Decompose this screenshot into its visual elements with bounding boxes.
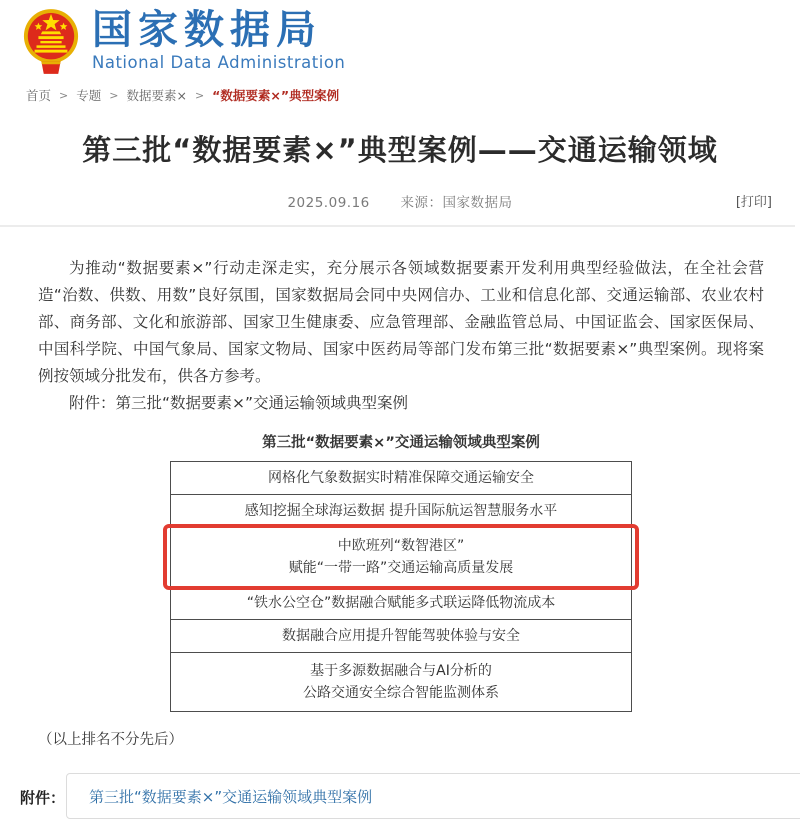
case-name: 赋能“一带一路”交通运输高质量发展 bbox=[288, 560, 514, 576]
case-name: “铁水公空仓”数据融合赋能多式联运降低物流成本 bbox=[246, 595, 556, 611]
case-name: 公路交通安全综合智能监测体系 bbox=[303, 685, 499, 701]
breadcrumb-data-elements[interactable]: 数据要素× bbox=[126, 88, 187, 103]
attachment-download-link[interactable]: 第三批“数据要素×”交通运输领域典型案例 bbox=[89, 787, 373, 806]
publish-date: 2025.09.16 bbox=[287, 195, 370, 211]
national-emblem-logo bbox=[22, 6, 80, 76]
case-name: 网格化气象数据实时精准保障交通运输安全 bbox=[268, 470, 534, 486]
table-row bbox=[171, 653, 631, 711]
page-title: 第三批“数据要素×”典型案例——交通运输领域 bbox=[82, 133, 718, 167]
print-button[interactable]: [打印] bbox=[735, 195, 772, 210]
breadcrumb bbox=[26, 86, 800, 104]
article-meta bbox=[0, 191, 800, 209]
breadcrumb-separator: > bbox=[59, 88, 69, 102]
article-body bbox=[0, 227, 800, 712]
site-brand bbox=[92, 6, 345, 72]
table-row bbox=[171, 587, 631, 620]
article-meta-center bbox=[0, 191, 800, 211]
case-name: 基于多源数据融合与AI分析的 bbox=[310, 663, 492, 679]
site-header bbox=[0, 0, 800, 76]
case-table bbox=[170, 461, 632, 712]
attachment-label: 附件： bbox=[20, 789, 66, 807]
case-name: 感知挖掘全球海运数据 提升国际航运智慧服务水平 bbox=[244, 503, 558, 519]
breadcrumb-home[interactable]: 首页 bbox=[26, 88, 52, 103]
breadcrumb-separator: > bbox=[109, 88, 119, 102]
site-title-en: National Data Administration bbox=[92, 53, 346, 72]
attachment-mention-line: 附件：第三批“数据要素×”交通运输领域典型案例 bbox=[69, 394, 409, 412]
breadcrumb-separator: > bbox=[194, 88, 205, 102]
ranking-note: （以上排名不分先后） bbox=[38, 732, 183, 748]
breadcrumb-topics[interactable]: 专题 bbox=[76, 88, 102, 103]
article-source: 来源：国家数据局 bbox=[400, 195, 513, 211]
table-row bbox=[171, 462, 631, 495]
attachment-section bbox=[0, 773, 800, 821]
table-row bbox=[171, 495, 631, 528]
case-name: 中欧班列“数智港区” bbox=[337, 538, 465, 554]
breadcrumb-current-page[interactable]: “数据要素×”典型案例 bbox=[212, 88, 340, 103]
table-row-highlighted bbox=[171, 528, 631, 587]
attachment-box bbox=[66, 773, 800, 819]
site-title: 国家数据局 bbox=[92, 7, 322, 53]
case-name: 数据融合应用提升智能驾驶体验与安全 bbox=[282, 628, 520, 644]
case-table-title: 第三批“数据要素×”交通运输领域典型案例 bbox=[262, 435, 540, 451]
article-paragraph: 为推动“数据要素×”行动走深走实，充分展示各领域数据要素开发利用典型经验做法，在全社会营造“治数、供数、用数”良好氛围，国家数据局会同中央网信办、工业和信息化部、交通运输部、农业农村部、商务部、文化和旅游部、国家卫生健康委、应急管理部、金融监管总局、中国证监会、国家医保局、中国科学院、中国气象局、国家文物局、国家中医药局等部门发布第三批“数据要素×”典型案例。现将案例按领域分批发布，供各方参考。 bbox=[38, 259, 764, 385]
table-row bbox=[171, 620, 631, 653]
